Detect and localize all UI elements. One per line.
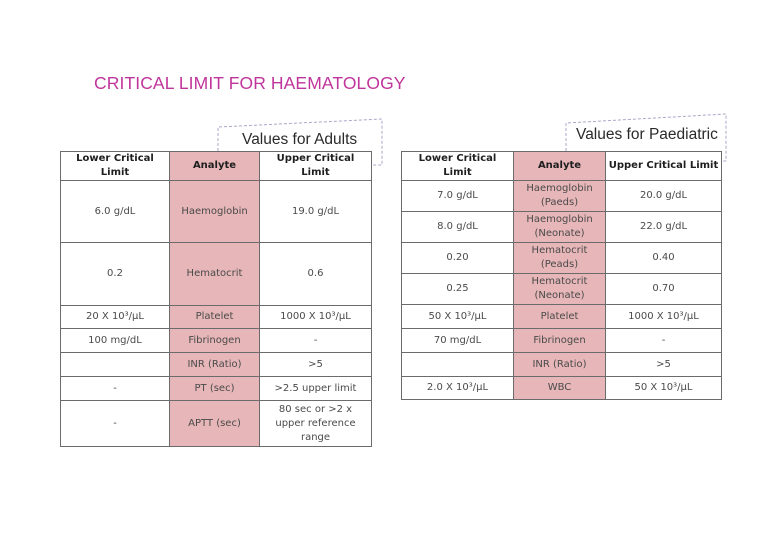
table-row: [402, 181, 722, 212]
upper-limit-cell: 80 sec or >2 x upper reference range: [260, 401, 372, 447]
analyte-cell: APTT (sec): [170, 401, 260, 447]
lower-limit-cell: 70 mg/dL: [402, 329, 514, 353]
upper-limit-cell: >5: [606, 353, 722, 377]
table-row: [61, 181, 372, 243]
lower-limit-cell: 0.25: [402, 274, 514, 305]
lower-limit-cell: 50 X 10³/µL: [402, 305, 514, 329]
header-analyte: Analyte: [514, 152, 606, 181]
lower-limit-cell: -: [61, 401, 170, 447]
upper-limit-cell: >5: [260, 353, 372, 377]
header-upper-limit: Upper Critical Limit: [606, 152, 722, 181]
upper-limit-cell: 20.0 g/dL: [606, 181, 722, 212]
upper-limit-cell: 19.0 g/dL: [260, 181, 372, 243]
table-row: [402, 377, 722, 400]
analyte-cell: Hematocrit (Neonate): [514, 274, 606, 305]
upper-limit-cell: 0.6: [260, 243, 372, 306]
page-title: CRITICAL LIMIT FOR HAEMATOLOGY: [94, 73, 406, 93]
paediatric-table: [401, 151, 722, 400]
table-row: [61, 401, 372, 447]
analyte-cell: Fibrinogen: [514, 329, 606, 353]
lower-limit-cell: [402, 353, 514, 377]
analyte-cell: Fibrinogen: [170, 329, 260, 353]
analyte-cell: INR (Ratio): [514, 353, 606, 377]
lower-limit-cell: 8.0 g/dL: [402, 212, 514, 243]
header-upper-limit: Upper Critical Limit: [260, 152, 372, 181]
adults-table: [60, 151, 372, 447]
analyte-cell: PT (sec): [170, 377, 260, 401]
upper-limit-cell: >2.5 upper limit: [260, 377, 372, 401]
header-analyte: Analyte: [170, 152, 260, 181]
analyte-cell: INR (Ratio): [170, 353, 260, 377]
lower-limit-cell: 6.0 g/dL: [61, 181, 170, 243]
header-lower-limit: Lower Critical Limit: [402, 152, 514, 181]
table-row: [61, 329, 372, 353]
analyte-cell: Hematocrit: [170, 243, 260, 306]
table-row: [61, 306, 372, 329]
upper-limit-cell: -: [606, 329, 722, 353]
table-row: [402, 305, 722, 329]
lower-limit-cell: 7.0 g/dL: [402, 181, 514, 212]
analyte-cell: Platelet: [514, 305, 606, 329]
lower-limit-cell: 0.20: [402, 243, 514, 274]
analyte-cell: WBC: [514, 377, 606, 400]
upper-limit-cell: 0.40: [606, 243, 722, 274]
lower-limit-cell: 20 X 10³/µL: [61, 306, 170, 329]
table-row: [61, 243, 372, 306]
lower-limit-cell: -: [61, 377, 170, 401]
upper-limit-cell: 1000 X 10³/µL: [606, 305, 722, 329]
upper-limit-cell: 22.0 g/dL: [606, 212, 722, 243]
paediatric-section-label: Values for Paediatric: [576, 126, 718, 143]
table-header-row: [402, 152, 722, 181]
table-row: [402, 212, 722, 243]
analyte-cell: Haemoglobin (Paeds): [514, 181, 606, 212]
lower-limit-cell: [61, 353, 170, 377]
upper-limit-cell: 0.70: [606, 274, 722, 305]
table-row: [402, 274, 722, 305]
lower-limit-cell: 2.0 X 10³/µL: [402, 377, 514, 400]
analyte-cell: Haemoglobin (Neonate): [514, 212, 606, 243]
table-row: [402, 243, 722, 274]
upper-limit-cell: 1000 X 10³/µL: [260, 306, 372, 329]
table-row: [402, 329, 722, 353]
analyte-cell: Hematocrit (Peads): [514, 243, 606, 274]
upper-limit-cell: 50 X 10³/µL: [606, 377, 722, 400]
lower-limit-cell: 100 mg/dL: [61, 329, 170, 353]
table-row: [402, 353, 722, 377]
analyte-cell: Platelet: [170, 306, 260, 329]
header-lower-limit: Lower Critical Limit: [61, 152, 170, 181]
adults-section-label: Values for Adults: [242, 131, 358, 148]
table-row: [61, 377, 372, 401]
table-row: [61, 353, 372, 377]
table-header-row: [61, 152, 372, 181]
upper-limit-cell: -: [260, 329, 372, 353]
lower-limit-cell: 0.2: [61, 243, 170, 306]
analyte-cell: Haemoglobin: [170, 181, 260, 243]
